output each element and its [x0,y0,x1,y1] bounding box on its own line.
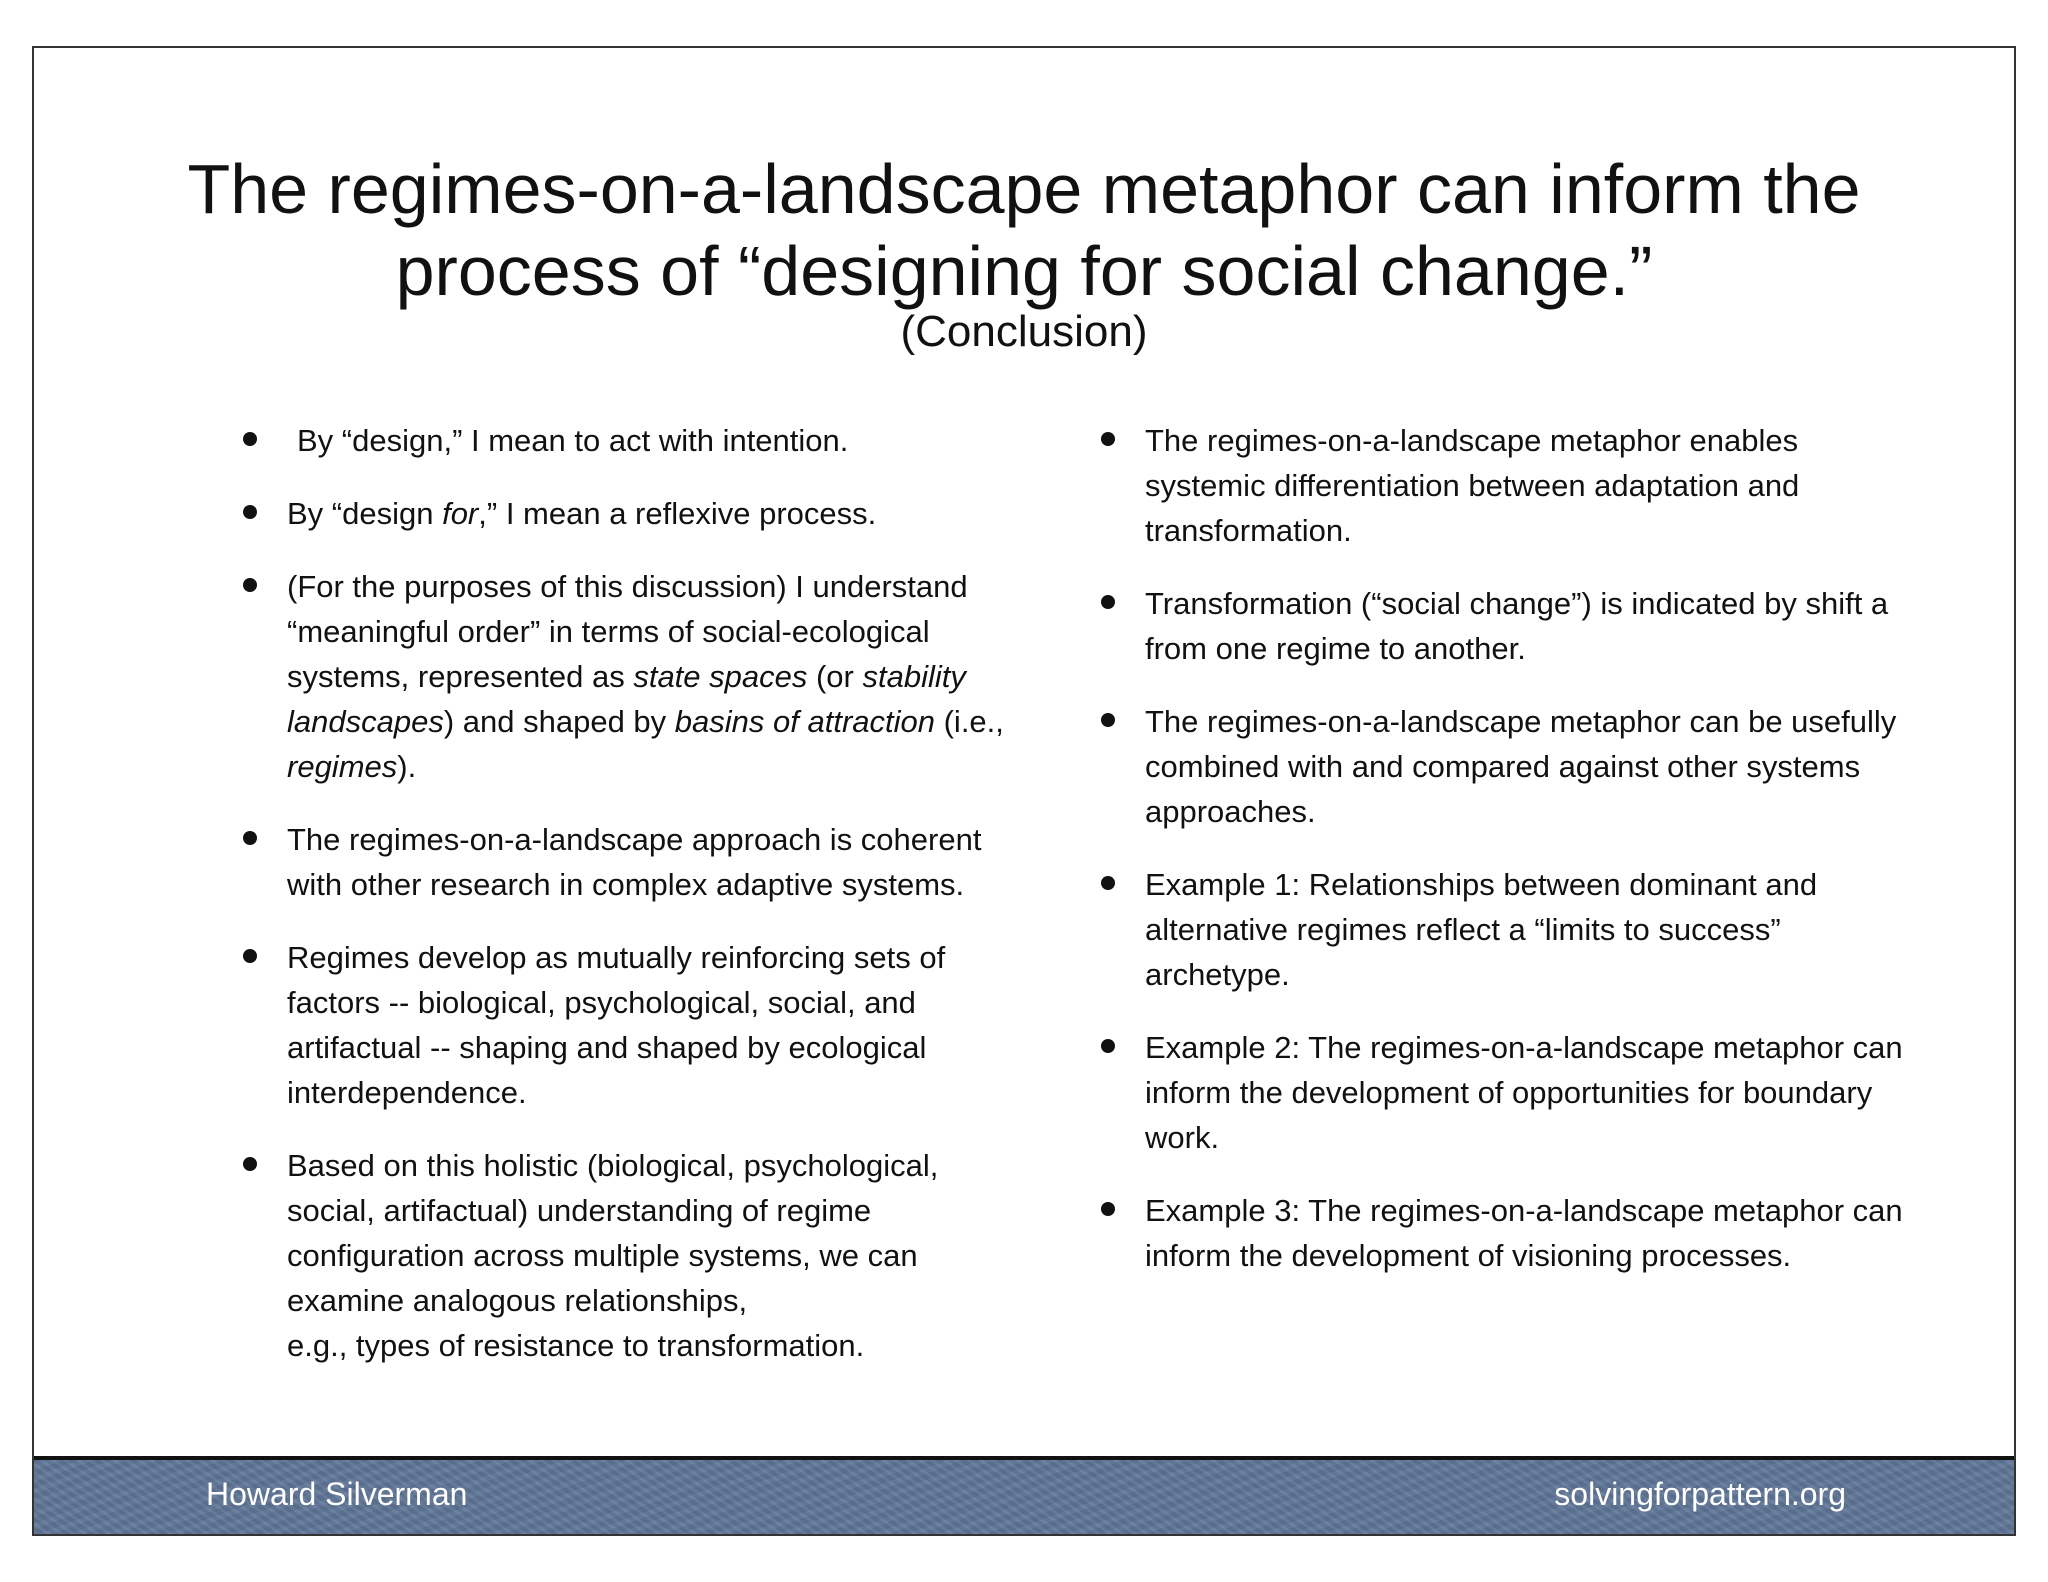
bullet-icon [243,505,257,519]
bullet-text: Example 3: The regimes-on-a-landscape metaphor can inform the development of visioning processes. [1145,1193,1903,1273]
bullet-icon [1101,595,1115,609]
bullet-text: (For the purposes of this discussion) I understand “meaningful order” in terms of social-ecological systems, represented as [287,569,968,694]
bullet-icon [1101,876,1115,890]
bullet-text: ). [397,749,417,784]
bullet-text: (or [807,659,863,694]
footer-bar [34,1456,2014,1534]
bullet-text: The regimes-on-a-landscape approach is coherent with other research in complex adaptive systems. [287,822,982,902]
list-item [287,935,1027,1115]
bullet-text: ,” I mean a reflexive process. [478,496,877,531]
list-item [1145,1188,1905,1278]
bullet-icon [243,949,257,963]
bullet-text: Example 1: Relationships between dominant and alternative regimes reflect a “limits to success” archetype. [1145,867,1818,992]
list-item [1145,418,1905,553]
title-line-1: The regimes-on-a-landscape metaphor can inform the [187,150,1861,228]
slide [32,46,2016,1536]
bullet-text: By “design [287,496,443,531]
bullet-text: The regimes-on-a-landscape metaphor enables systemic differentiation between adaptation and transformation. [1145,423,1800,548]
bullet-text-italic: for [442,496,479,531]
footer-author: Howard Silverman [206,1476,468,1512]
bullet-icon [1101,1039,1115,1053]
list-item [287,1143,1027,1368]
bullet-text-italic: state spaces [633,659,808,694]
bullet-text: By “design,” I mean to act with intention. [297,423,849,458]
list-item [1145,699,1905,834]
bullet-text: Based on this holistic (biological, psychological, social, artifactual) understanding of regime configuration across multiple systems, we can examine analogous relationships, [287,1148,939,1318]
slide-title [34,148,2014,312]
bullet-icon [1101,1202,1115,1216]
bullet-text: Example 2: The regimes-on-a-landscape metaphor can inform the development of opportunities for boundary work. [1145,1030,1903,1155]
bullet-text-italic: regimes [287,749,398,784]
bullet-text: e.g., types of resistance to transformation. [287,1328,865,1363]
list-item [287,564,1027,789]
list-item [1145,862,1905,997]
list-item [1145,1025,1905,1160]
bullet-text: Transformation (“social change”) is indicated by shift a from one regime to another. [1145,586,1889,666]
bullet-icon [243,1157,257,1171]
bullet-text-italic: stability landscapes [287,659,966,739]
title-line-2: process of “designing for social change.” [395,232,1653,310]
bullet-text: Regimes develop as mutually reinforcing sets of factors -- biological, psychological, social, and artifactual -- shaping and shaped by ecological interdependence. [287,940,946,1110]
right-bullet-list [1145,418,1905,1306]
bullet-icon [1101,432,1115,446]
bullet-icon [243,578,257,592]
list-item [287,817,1027,907]
slide-subtitle: (Conclusion) [900,307,1148,356]
bullet-text: The regimes-on-a-landscape metaphor can be usefully combined with and compared against other systems approaches. [1145,704,1897,829]
bullet-text: ) and shaped by [443,704,675,739]
list-item [1145,581,1905,671]
bullet-icon [243,831,257,845]
bullet-text: (i.e., [935,704,1004,739]
list-item [287,491,1027,536]
bullet-text-italic: basins of attraction [674,704,935,739]
footer-website: solvingforpattern.org [1554,1476,1846,1512]
bullet-icon [243,432,257,446]
bullet-icon [1101,713,1115,727]
left-bullet-list [287,418,1027,1396]
list-item [287,418,1027,463]
